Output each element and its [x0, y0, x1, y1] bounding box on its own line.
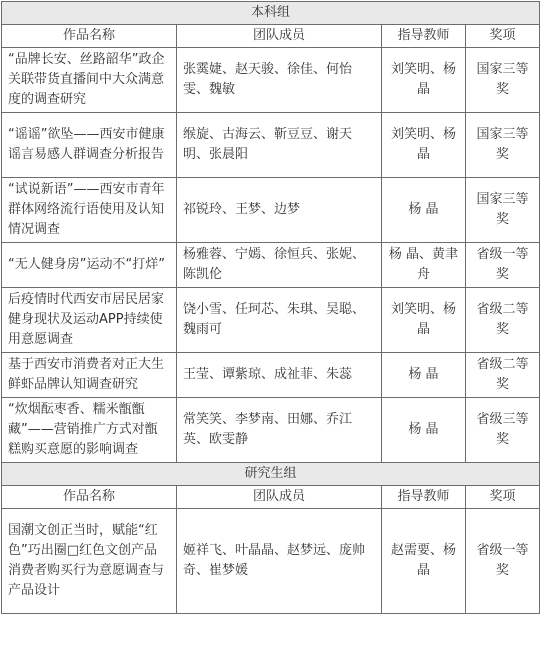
header-work: 作品名称 — [2, 25, 177, 48]
cell-award: 省级一等奖 — [466, 243, 540, 288]
cell-teacher: 刘笑明、杨晶 — [382, 48, 466, 113]
cell-award: 省级二等奖 — [466, 353, 540, 398]
awards-table — [1, 1, 540, 614]
group-header-graduate — [2, 463, 540, 486]
group-title: 本科组 — [2, 2, 540, 25]
group-header-undergrad — [2, 2, 540, 25]
cell-members: 姬祥飞、叶晶晶、赵梦远、庞帅奇、崔梦媛 — [177, 509, 382, 614]
table-row — [2, 509, 540, 614]
group-title: 研究生组 — [2, 463, 540, 486]
cell-teacher: 杨 晶 — [382, 178, 466, 243]
column-header-row — [2, 25, 540, 48]
cell-award: 国家三等奖 — [466, 113, 540, 178]
cell-award: 省级一等奖 — [466, 509, 540, 614]
table-row — [2, 288, 540, 353]
cell-work: “品牌长安、丝路韶华”政企关联带货直播间中大众满意度的调查研究 — [2, 48, 177, 113]
cell-award: 国家三等奖 — [466, 178, 540, 243]
cell-work: 基于西安市消费者对正大生鲜虾品牌认知调查研究 — [2, 353, 177, 398]
table-row — [2, 243, 540, 288]
header-members: 团队成员 — [177, 25, 382, 48]
cell-work: “无人健身房”运动不“打烊” — [2, 243, 177, 288]
cell-members: 常笑笑、李梦南、田娜、乔江英、欧雯静 — [177, 398, 382, 463]
awards-document — [0, 1, 540, 614]
header-work: 作品名称 — [2, 486, 177, 509]
cell-teacher: 赵需要、杨晶 — [382, 509, 466, 614]
cell-teacher: 杨 晶 — [382, 398, 466, 463]
table-row — [2, 178, 540, 243]
cell-members: 杨雅蓉、宁嫣、徐恒兵、张妮、陈凯伦 — [177, 243, 382, 288]
cell-teacher: 杨 晶、黄聿舟 — [382, 243, 466, 288]
cell-work: “炊烟酝枣香、糯米甑甑藏”——营销推广方式对甑糕购买意愿的影响调查 — [2, 398, 177, 463]
cell-teacher: 杨 晶 — [382, 353, 466, 398]
column-header-row — [2, 486, 540, 509]
table-row — [2, 113, 540, 178]
cell-members: 饶小雪、任珂芯、朱琪、吴聪、魏雨可 — [177, 288, 382, 353]
cell-teacher: 刘笑明、杨晶 — [382, 113, 466, 178]
cell-teacher: 刘笑明、杨晶 — [382, 288, 466, 353]
cell-members: 祁锐玲、王梦、边梦 — [177, 178, 382, 243]
cell-award: 国家三等奖 — [466, 48, 540, 113]
header-members: 团队成员 — [177, 486, 382, 509]
cell-award: 省级三等奖 — [466, 398, 540, 463]
cell-members: 张霙婕、赵天骏、徐佳、何怡雯、魏敏 — [177, 48, 382, 113]
header-award: 奖项 — [466, 486, 540, 509]
cell-members: 缑旋、古海云、靳豆豆、谢天明、张晨阳 — [177, 113, 382, 178]
header-teacher: 指导教师 — [382, 486, 466, 509]
cell-work: 后疫情时代西安市居民居家健身现状及运动APP持续使用意愿调查 — [2, 288, 177, 353]
table-row — [2, 48, 540, 113]
cell-work: “谣谣”欲坠——西安市健康谣言易感人群调查分析报告 — [2, 113, 177, 178]
header-teacher: 指导教师 — [382, 25, 466, 48]
header-award: 奖项 — [466, 25, 540, 48]
cell-work: “试说新语”——西安市青年群体网络流行语使用及认知情况调查 — [2, 178, 177, 243]
table-row — [2, 353, 540, 398]
cell-work: 国潮文创正当时，赋能“红色”巧出圈□红色文创产品消费者购买行为意愿调查与产品设计 — [2, 509, 177, 614]
cell-award: 省级二等奖 — [466, 288, 540, 353]
cell-members: 王莹、谭紫琼、成祉菲、朱蕊 — [177, 353, 382, 398]
table-row — [2, 398, 540, 463]
